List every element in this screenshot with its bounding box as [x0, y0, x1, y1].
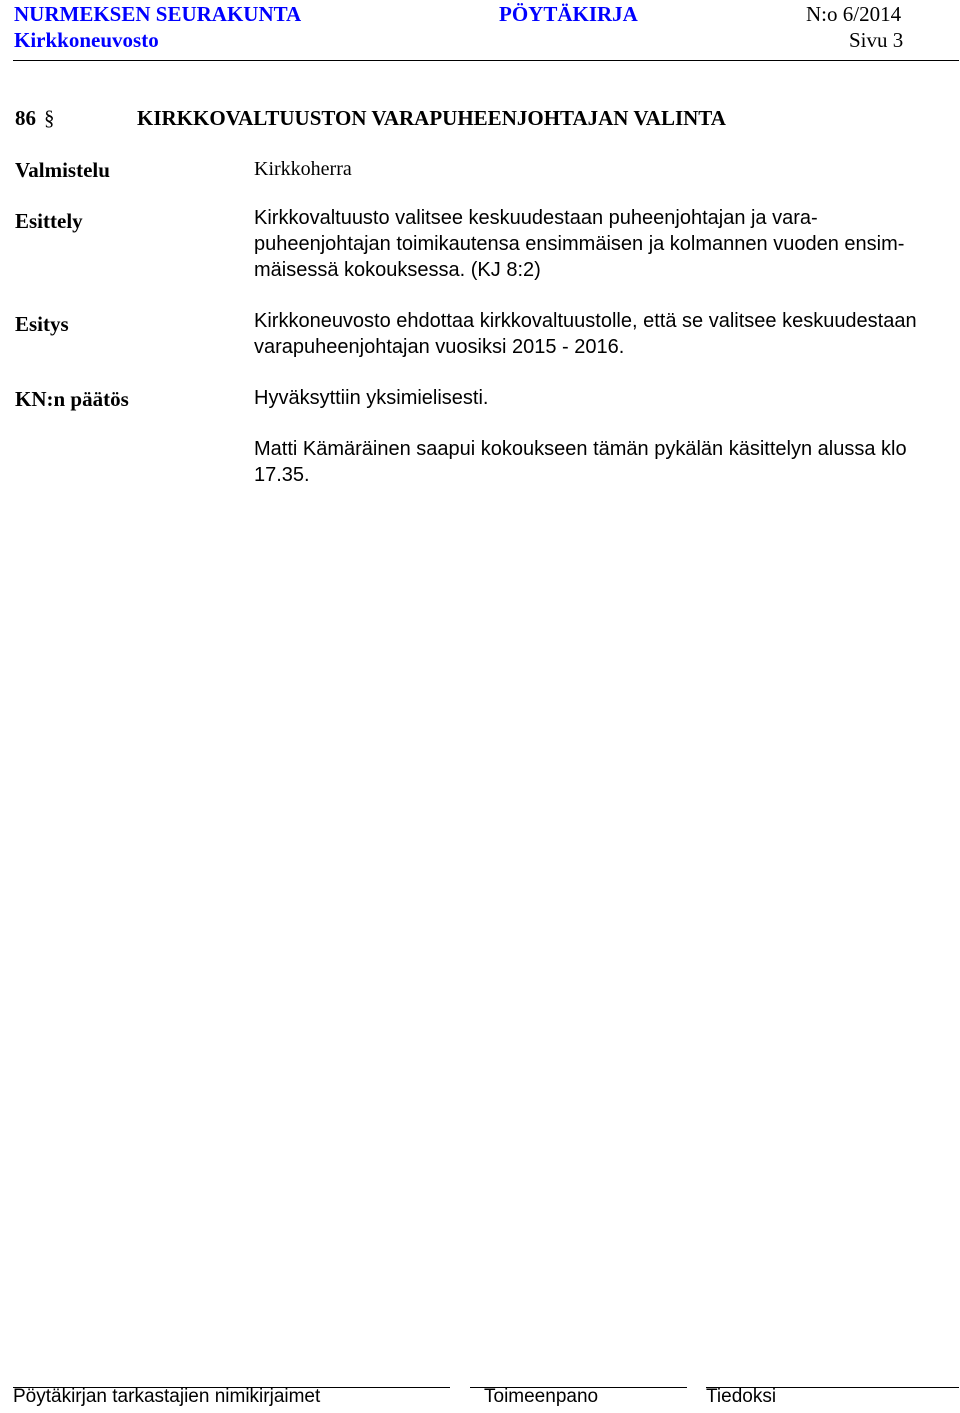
note-line: Matti Kämäräinen saapui kokoukseen tämän pykälän käsittelyn alussa klo: [254, 438, 907, 460]
section-number: 86: [15, 106, 36, 130]
footer-notices: Tiedoksi: [706, 1386, 777, 1407]
esittely-line: mäisessä kokouksessa. (KJ 8:2): [254, 259, 541, 281]
paatos-text: Hyväksyttiin yksimielisesti.: [254, 387, 489, 409]
footer-signatures: Pöytäkirjan tarkastajien nimikirjaimet: [13, 1386, 321, 1407]
footer-enforcement: Toimeenpano: [484, 1386, 599, 1407]
header-divider: [13, 60, 959, 61]
note-line: 17.35.: [254, 464, 310, 486]
esitys-line: varapuheenjohtajan vuosiksi 2015 - 2016.: [254, 336, 625, 358]
organization-name: NURMEKSEN SEURAKUNTA: [14, 2, 302, 26]
document-number: N:o 6/2014: [806, 2, 902, 26]
section-title: KIRKKOVALTUUSTON VARAPUHEENJOHTAJAN VALINTA: [137, 106, 726, 130]
esittely-line: Kirkkovaltuusto valitsee keskuudestaan puheenjohtajan ja vara-: [254, 207, 818, 229]
label-paatos: KN:n päätös: [15, 387, 129, 411]
section-mark: §: [44, 106, 55, 130]
label-esitys: Esitys: [15, 312, 69, 336]
page-number: Sivu 3: [849, 28, 904, 52]
esitys-line: Kirkkoneuvosto ehdottaa kirkkovaltuustolle, että se valitsee keskuudestaan: [254, 310, 917, 332]
governing-body: Kirkkoneuvosto: [14, 28, 159, 52]
valmistelu-text: Kirkkoherra: [254, 158, 352, 180]
esittely-line: puheenjohtajan toimikautensa ensimmäisen ja kolmannen vuoden ensim-: [254, 233, 905, 255]
label-esittely: Esittely: [15, 209, 83, 233]
label-valmistelu: Valmistelu: [15, 158, 110, 182]
document-type: PÖYTÄKIRJA: [499, 2, 638, 26]
